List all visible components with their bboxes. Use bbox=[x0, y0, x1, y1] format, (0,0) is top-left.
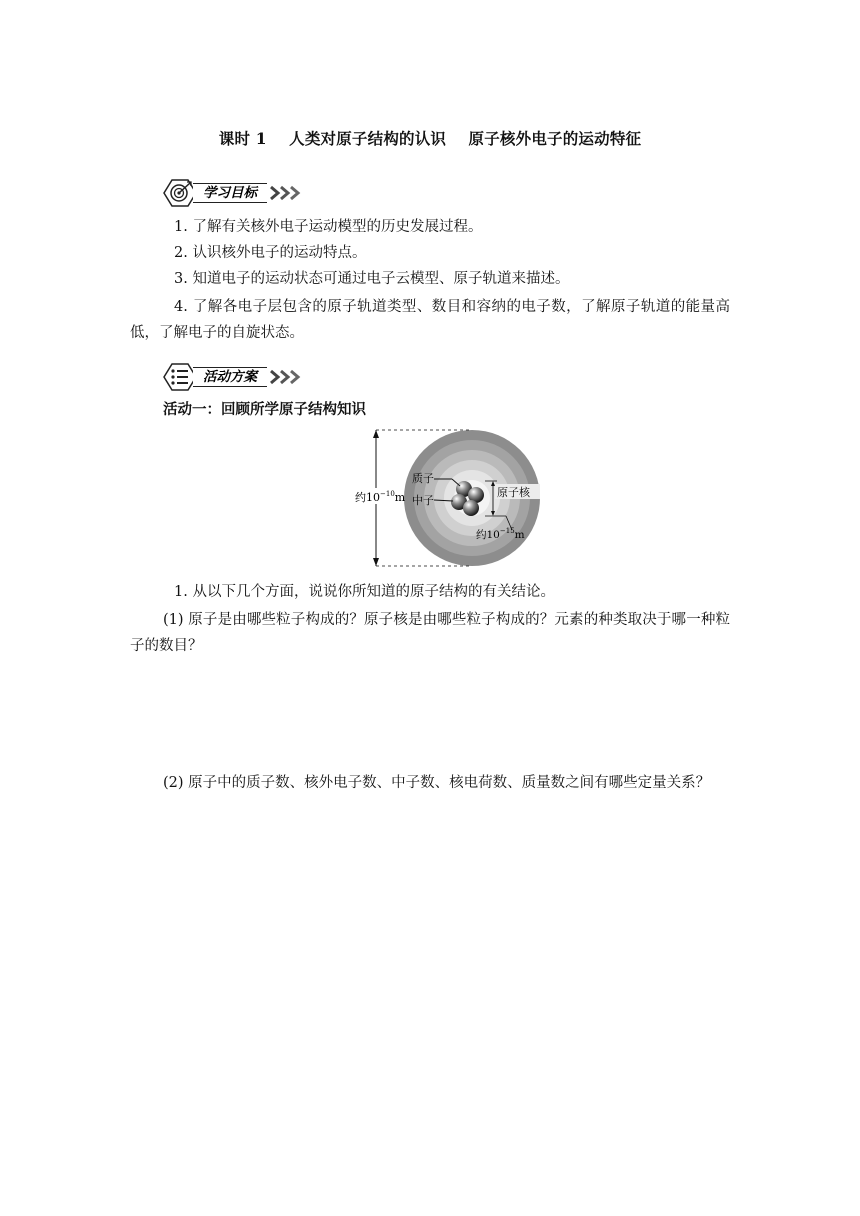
nucleus-label: 原子核 bbox=[497, 486, 530, 499]
section-header-goals bbox=[163, 178, 307, 208]
chevron-right-icon bbox=[269, 184, 307, 202]
neutron-label: 中子 bbox=[412, 494, 434, 507]
list-icon bbox=[163, 362, 197, 392]
question-1: 1. 从以下几个方面，说说你所知道的原子结构的有关结论。 bbox=[174, 584, 555, 600]
activity-heading: 活动一：回顾所学原子结构知识 bbox=[163, 402, 366, 418]
goal-item-2: 2. 认识核外电子的运动特点。 bbox=[174, 245, 367, 261]
nucleus-size-label: 约$10^{-15}m$ bbox=[476, 527, 525, 541]
chevron-right-icon bbox=[269, 368, 307, 386]
nucleon bbox=[463, 500, 479, 516]
proton-label: 质子 bbox=[412, 472, 434, 485]
question-1-2: (2) 原子中的质子数、核外电子数、中子数、核电荷数、质量数之间有哪些定量关系？ bbox=[163, 775, 711, 791]
goal-item-4: 4. 了解各电子层包含的原子轨道类型、数目和容纳的电子数，了解原子轨道的能量高低，了解电子的自旋状态。 bbox=[130, 299, 730, 341]
target-icon bbox=[163, 178, 197, 208]
atom-structure-figure bbox=[340, 424, 550, 574]
question-1-1: (1) 原子是由哪些粒子构成的？原子核是由哪些粒子构成的？元素的种类取决于哪一种粒子的数目？ bbox=[130, 612, 730, 654]
section-header-plan bbox=[163, 362, 307, 392]
section-label-goals: 学习目标 bbox=[193, 183, 267, 203]
lesson-number: 课时 1 bbox=[218, 129, 267, 148]
goal-item-3: 3. 知道电子的运动状态可通过电子云模型、原子轨道来描述。 bbox=[174, 271, 570, 287]
title-part-1: 人类对原子结构的认识 bbox=[289, 129, 447, 148]
section-label-plan: 活动方案 bbox=[193, 367, 267, 387]
page-title bbox=[0, 127, 860, 149]
title-part-2: 原子核外电子的运动特征 bbox=[468, 129, 642, 148]
atom-size-label: 约$10^{-10}m$ bbox=[355, 490, 406, 504]
goal-item-1: 1. 了解有关核外电子运动模型的历史发展过程。 bbox=[174, 219, 483, 235]
